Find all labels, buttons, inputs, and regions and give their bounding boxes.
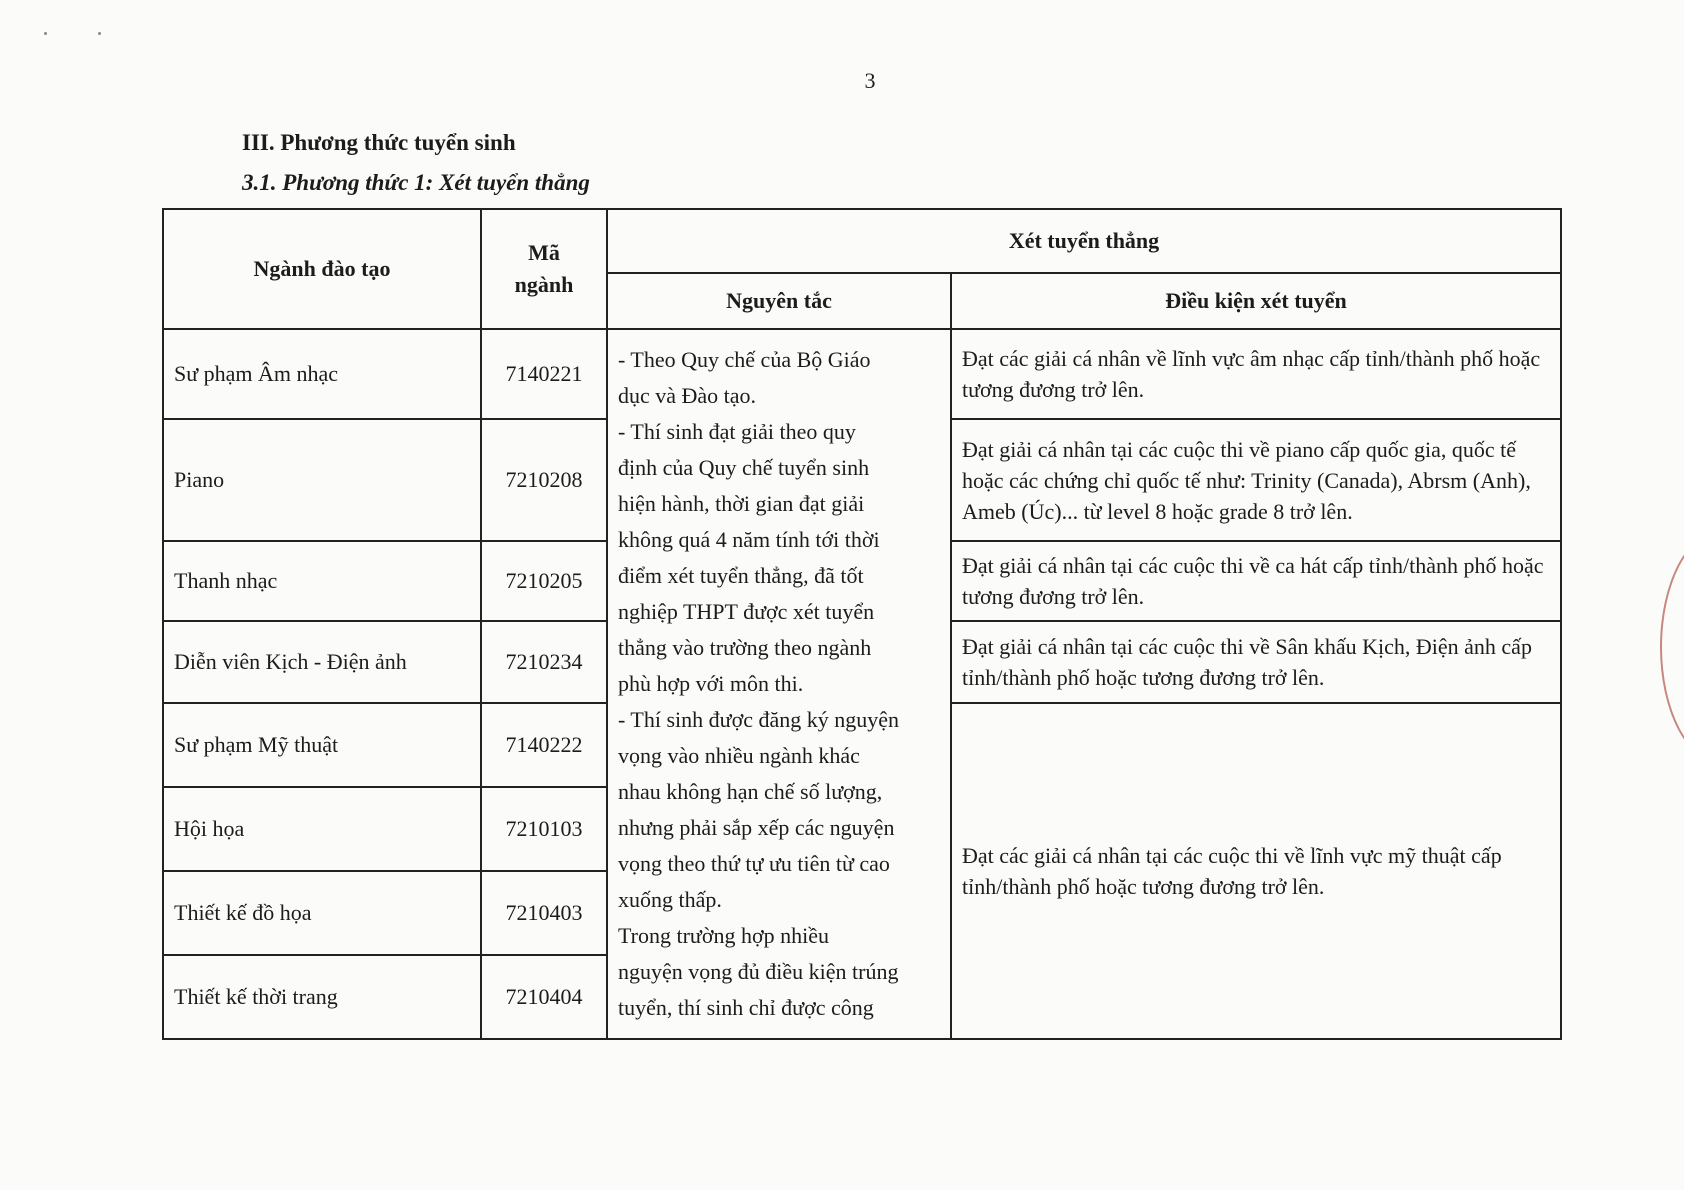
code-cell: 7210404 [481,955,607,1039]
admission-table [162,208,1562,1040]
header-code: Mã ngành [481,209,607,329]
code-cell: 7210403 [481,871,607,955]
code-cell: 7210205 [481,541,607,621]
major-cell: Sư phạm Âm nhạc [163,329,481,419]
major-cell: Sư phạm Mỹ thuật [163,703,481,787]
subsection-heading: 3.1. Phương thức 1: Xét tuyển thẳng [242,170,590,195]
major-cell: Piano [163,419,481,541]
code-cell: 7140222 [481,703,607,787]
condition-cell: Đạt các giải cá nhân về lĩnh vực âm nhạc cấp tỉnh/thành phố hoặc tương đương trở lên. [951,329,1561,419]
header-principle: Nguyên tắc [607,273,951,329]
header-major: Ngành đào tạo [163,209,481,329]
scan-speck [98,32,101,35]
major-cell: Diễn viên Kịch - Điện ảnh [163,621,481,703]
header-direct-admission: Xét tuyển thẳng [607,209,1561,273]
condition-cell: Đạt giải cá nhân tại các cuộc thi về piano cấp quốc gia, quốc tế hoặc các chứng chỉ quốc tế như: Trinity (Canada), Abrsm (Anh), Ameb (Úc)... từ level 8 hoặc grade 8 trở lên. [951,419,1561,541]
principle-cell: - Theo Quy chế của Bộ Giáo dục và Đào tạo. - Thí sinh đạt giải theo quy định của Quy chế tuyển sinh hiện hành, thời gian đạt giải không quá 4 năm tính tới thời điểm xét tuyển thẳng, đã tốt nghiệp THPT được xét tuyển thẳng vào trường theo ngành phù hợp với môn thi. - Thí sinh được đăng ký nguyện vọng vào nhiều ngành khác nhau không hạn chế số lượng, nhưng phải sắp xếp các nguyện vọng theo thứ tự ưu tiên từ cao xuống thấp. Trong trường hợp nhiều nguyện vọng đủ điều kiện trúng tuyển, thí sinh chỉ được công [607,329,951,1039]
code-cell: 7210208 [481,419,607,541]
table-row [163,329,1561,419]
major-cell: Hội họa [163,787,481,871]
section-heading: III. Phương thức tuyển sinh [242,130,516,155]
condition-cell: Đạt các giải cá nhân tại các cuộc thi về lĩnh vực mỹ thuật cấp tỉnh/thành phố hoặc tương đương trở lên. [951,703,1561,1039]
condition-cell: Đạt giải cá nhân tại các cuộc thi về Sân khấu Kịch, Điện ảnh cấp tỉnh/thành phố hoặc tương đương trở lên. [951,621,1561,703]
condition-cell: Đạt giải cá nhân tại các cuộc thi về ca hát cấp tỉnh/thành phố hoặc tương đương trở lên. [951,541,1561,621]
code-cell: 7140221 [481,329,607,419]
red-stamp-partial [1660,530,1684,760]
header-conditions: Điều kiện xét tuyển [951,273,1561,329]
major-cell: Thanh nhạc [163,541,481,621]
code-cell: 7210103 [481,787,607,871]
code-cell: 7210234 [481,621,607,703]
major-cell: Thiết kế đồ họa [163,871,481,955]
major-cell: Thiết kế thời trang [163,955,481,1039]
page-number: 3 [864,68,876,93]
scan-speck [44,32,47,35]
